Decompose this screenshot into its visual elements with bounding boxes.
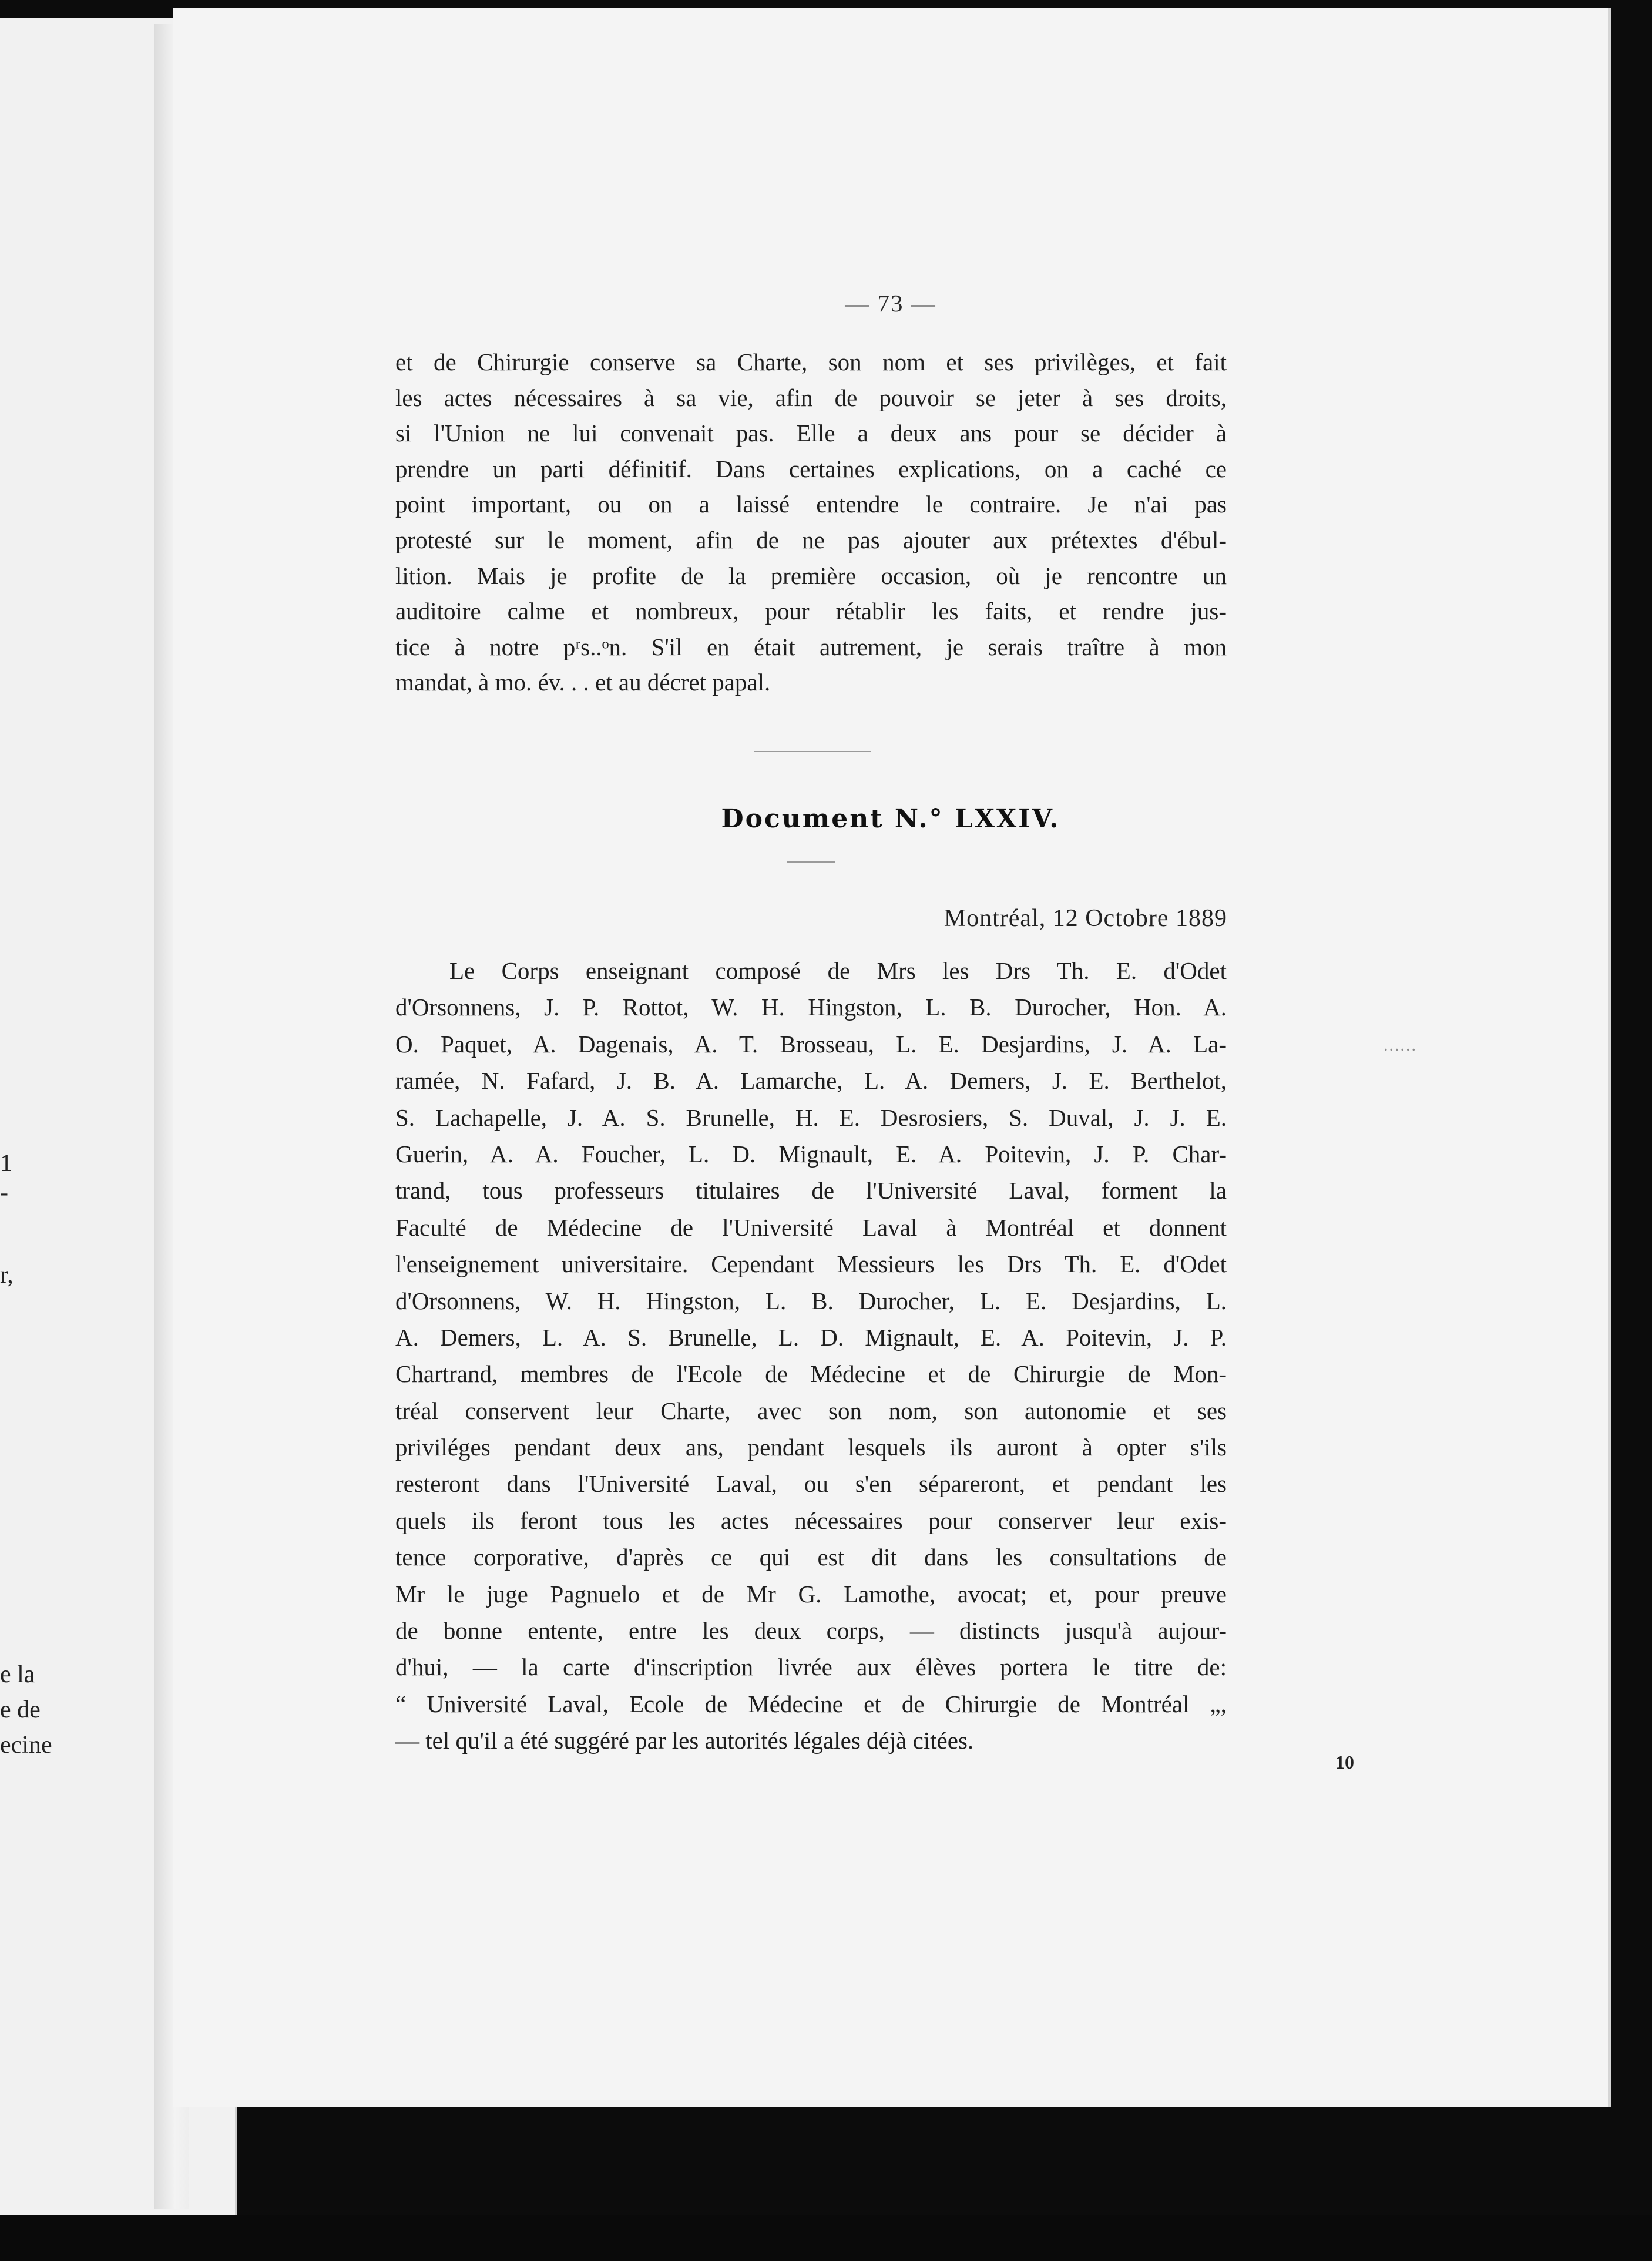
text-line: Chartrand, membres de l'Ecole de Médecine et de Chirurgie de Mon- (395, 1360, 1227, 1388)
margin-fragment: ecine (0, 1732, 52, 1759)
text-line: S. Lachapelle, J. A. S. Brunelle, H. E. Desrosiers, S. Duval, J. J. E. (395, 1103, 1227, 1131)
dateline: Montréal, 12 Octobre 1889 (943, 905, 1227, 932)
text-line: priviléges pendant deux ans, pendant lesquels ils auront à opter s'ils (395, 1434, 1227, 1461)
text-line: Mr le juge Pagnuelo et de Mr G. Lamothe, avocat; et, pour preuve (395, 1580, 1227, 1608)
text-line: Guerin, A. A. Foucher, L. D. Mignault, E. A. Poitevin, J. P. Char- (395, 1140, 1227, 1168)
text-line: Le Corps enseignant composé de Mrs les Drs Th. E. d'Odet (449, 957, 1227, 984)
scan-border (0, 2215, 1652, 2261)
paragraph-continuation (395, 344, 1227, 700)
margin-fragment: r, (0, 1262, 14, 1289)
text-line: tice à notre pʳs..ᵒn. S'il en était autrement, je serais traître à mon (395, 633, 1227, 660)
text-line: les actes nécessaires à sa vie, afin de pouvoir se jeter à ses droits, (395, 384, 1227, 411)
text-line: Faculté de Médecine de l'Université Laval à Montréal et donnent (395, 1213, 1227, 1241)
text-line: trand, tous professeurs titulaires de l'Université Laval, forment la (395, 1177, 1227, 1205)
text-line: A. Demers, L. A. S. Brunelle, L. D. Mignault, E. A. Poitevin, J. P. (395, 1323, 1227, 1351)
text-line: tence corporative, d'après ce qui est dit dans les consultations de (395, 1544, 1227, 1571)
text-line: de bonne entente, entre les deux corps, — distincts jusqu'à aujour- (395, 1617, 1227, 1645)
text-line: O. Paquet, A. Dagenais, A. T. Brosseau, L. E. Desjardins, J. A. La- (395, 1030, 1227, 1058)
text-line: et de Chirurgie conserve sa Charte, son nom et ses privilèges, et fait (395, 348, 1227, 375)
page-number: — 73 — (845, 290, 936, 317)
text-line: d'hui, — la carte d'inscription livrée aux élèves portera le titre de: (395, 1653, 1227, 1681)
text-line: si l'Union ne lui convenait pas. Elle a deux ans pour se décider à (395, 420, 1227, 447)
text-line: tréal conservent leur Charte, avec son nom, son autonomie et ses (395, 1397, 1227, 1424)
document-body (395, 952, 1227, 1759)
text-line: l'enseignement universitaire. Cependant Messieurs les Drs Th. E. d'Odet (395, 1250, 1227, 1278)
heading-underline (787, 861, 835, 863)
text-line: — tel qu'il a été suggéré par les autorités légales déjà citées. (395, 1727, 974, 1755)
margin-fragment: 1 (0, 1150, 12, 1177)
signature-number: 10 (1335, 1752, 1354, 1773)
text-line: ramée, N. Fafard, J. B. A. Lamarche, L. A. Demers, J. E. Berthelot, (395, 1067, 1227, 1095)
text-line: d'Orsonnens, J. P. Rottot, W. H. Hingston, L. B. Durocher, Hon. A. (395, 994, 1227, 1021)
margin-dots: ...... (1384, 1035, 1417, 1055)
text-line: point important, ou on a laissé entendre le contraire. Je n'ai pas (395, 491, 1227, 518)
margin-fragment: e la (0, 1661, 35, 1688)
section-divider (754, 751, 871, 752)
margin-fragment: - (0, 1179, 8, 1206)
margin-fragment: e de (0, 1696, 41, 1723)
document-page (173, 8, 1611, 2107)
document-heading: Document N.° LXXIV. (721, 804, 1060, 834)
text-line: mandat, à mo. év. . . et au décret papal. (395, 669, 771, 696)
text-line: prendre un parti définitif. Dans certaines explications, on a caché ce (395, 455, 1227, 482)
text-line: auditoire calme et nombreux, pour rétablir les faits, et rendre jus- (395, 598, 1227, 625)
text-line: protesté sur le moment, afin de ne pas ajouter aux prétextes d'ébul- (395, 526, 1227, 553)
text-line: d'Orsonnens, W. H. Hingston, L. B. Durocher, L. E. Desjardins, L. (395, 1287, 1227, 1314)
text-line: quels ils feront tous les actes nécessaires pour conserver leur exis- (395, 1507, 1227, 1534)
text-line: lition. Mais je profite de la première occasion, où je rencontre un (395, 562, 1227, 589)
text-line: “ Université Laval, Ecole de Médecine et de Chirurgie de Montréal „, (395, 1690, 1227, 1717)
text-line: resteront dans l'Université Laval, ou s'en sépareront, et pendant les (395, 1470, 1227, 1498)
